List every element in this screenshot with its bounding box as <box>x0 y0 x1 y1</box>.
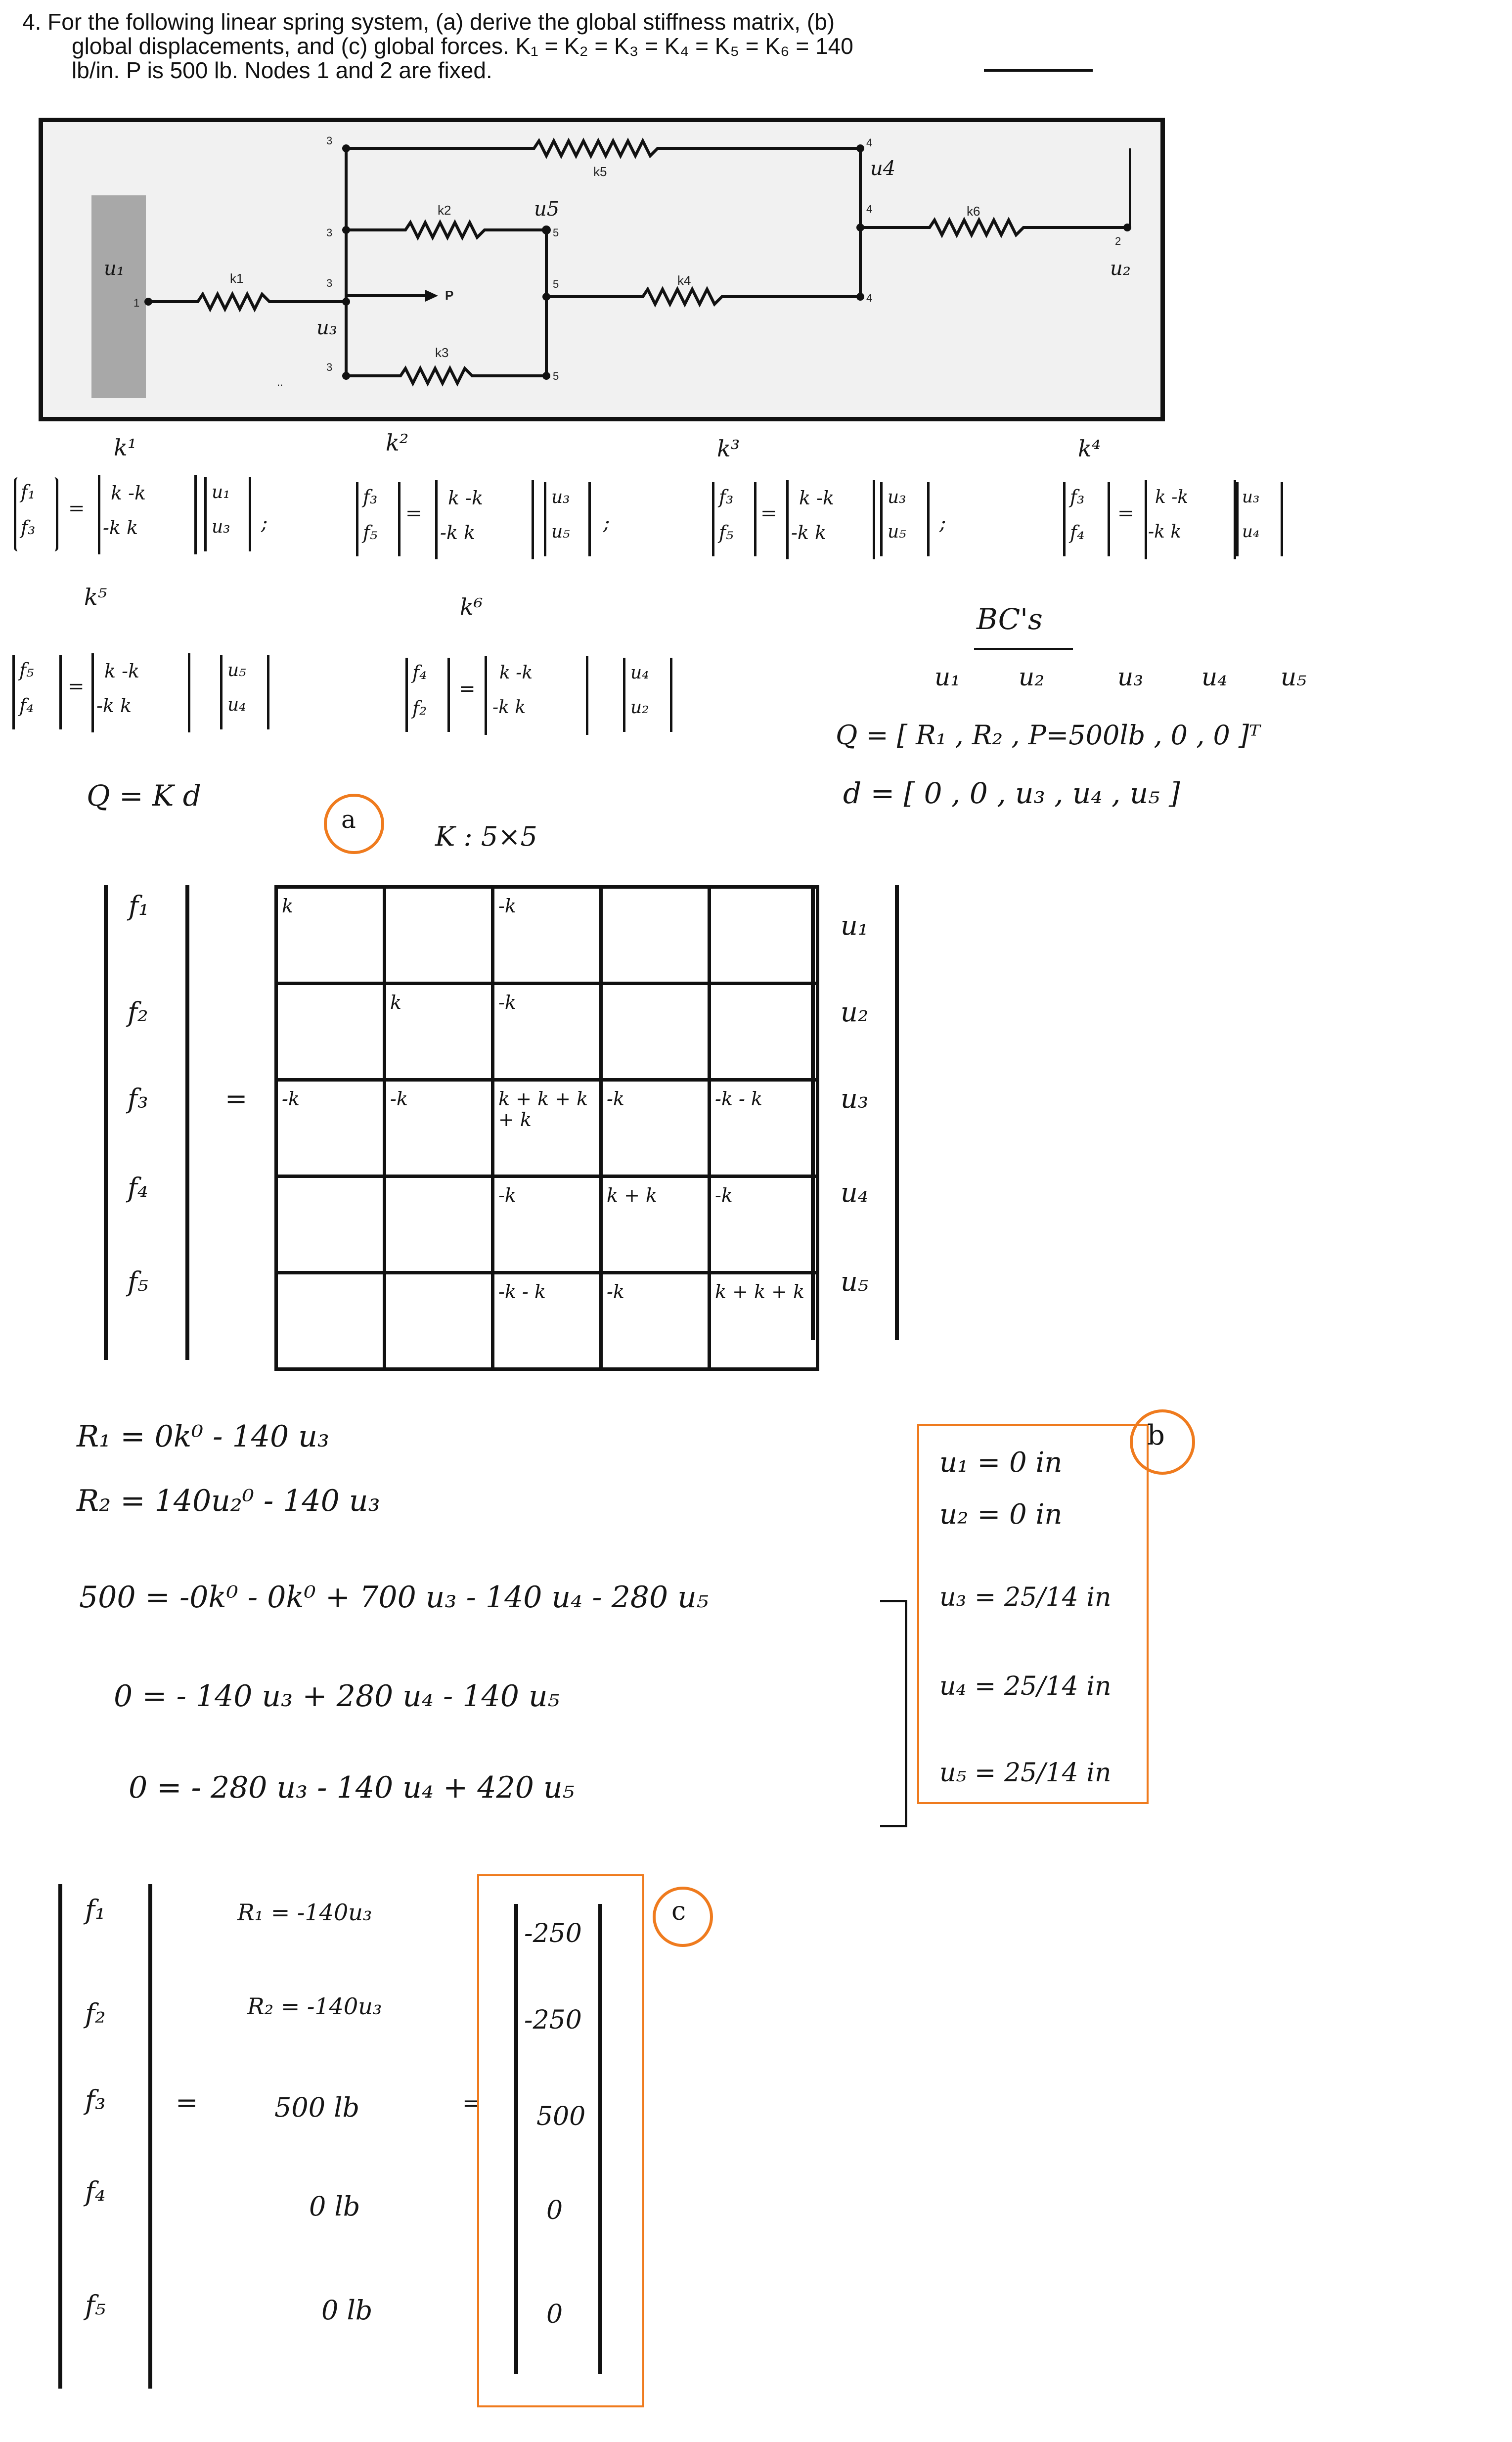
forces-expr-f3: 500 lb <box>274 2092 360 2123</box>
grid-cell: -k - k <box>710 1080 818 1176</box>
svg-text:3: 3 <box>326 277 333 289</box>
spring-k1 <box>148 294 346 309</box>
forces-f5: f₅ <box>85 2290 106 2321</box>
bcs-d-vector: d = [ 0 , 0 , u₃ , u₄ , u₅ ] <box>843 776 1180 810</box>
grid-cell: k <box>276 887 385 984</box>
label-k6: k6 <box>967 204 980 219</box>
hw-u2-label: u₂ <box>1110 257 1131 280</box>
k6-u4: u₄ <box>630 663 649 683</box>
k6-k-row2: -k k <box>492 697 526 718</box>
spring-diagram <box>0 0 1512 445</box>
k1-equals: = <box>68 497 85 520</box>
label-b: b <box>1147 1419 1165 1451</box>
bcs-var-u5: u₅ <box>1281 663 1307 691</box>
k5-f4: f₄ <box>19 695 34 717</box>
grid-cell: -k <box>710 1176 818 1273</box>
disp-u3: u₃ = 25/14 in <box>939 1583 1112 1612</box>
forces-f-bar-left <box>58 1884 62 2389</box>
global-equation: Q = K d <box>87 779 201 813</box>
k4-u4: u₄ <box>1242 522 1260 542</box>
k3-f5: f₅ <box>719 522 734 543</box>
grid-cell <box>710 984 818 1080</box>
grid-cell: -k - k <box>493 1273 601 1369</box>
label-k5: k5 <box>593 164 607 179</box>
svg-text:5: 5 <box>553 226 559 239</box>
spring-k2 <box>346 223 546 237</box>
forces-v-bar-left <box>514 1904 518 2374</box>
label-load-p: P <box>445 288 454 303</box>
k3-title: k³ <box>717 435 740 462</box>
grid-cell: -k <box>493 1176 601 1273</box>
global-f-bar-left <box>104 885 108 1360</box>
hw-u5-label: u5 <box>534 198 560 221</box>
svg-text:4: 4 <box>866 292 873 304</box>
label-k4: k4 <box>677 273 691 288</box>
grid-cell: -k <box>385 1080 493 1176</box>
forces-expr-r2: R₂ = -140u₃ <box>247 1993 382 2020</box>
k2-title: k² <box>386 429 409 456</box>
label-k1: k1 <box>230 271 244 286</box>
k5-u5: u₅ <box>227 660 246 680</box>
k3-k-row1: k -k <box>799 487 834 509</box>
bcs-var-u1: u₁ <box>934 663 961 691</box>
k2-separator: ; <box>603 512 610 535</box>
forces-f2: f₂ <box>85 1998 106 2029</box>
grid-cell <box>601 984 710 1080</box>
forces-v-bar-right <box>598 1904 602 2374</box>
displacements-box <box>917 1424 1149 1804</box>
k5-u4: u₄ <box>227 695 246 715</box>
k2-u5: u₅ <box>551 522 570 542</box>
svg-text:3: 3 <box>326 135 333 147</box>
k1-u1: u₁ <box>212 482 230 502</box>
k1-title: k¹ <box>114 434 137 461</box>
global-f5: f₅ <box>128 1266 148 1297</box>
k2-u3: u₃ <box>551 487 570 507</box>
global-u-bar-right <box>895 885 899 1340</box>
k1-u3: u₃ <box>212 517 230 537</box>
k4-k-row1: k -k <box>1155 487 1189 507</box>
k2-f5: f₅ <box>363 522 378 543</box>
k5-k-row1: k -k <box>104 660 139 682</box>
forces-expr-f5: 0 lb <box>321 2295 373 2326</box>
bcs-var-u3: u₃ <box>1117 663 1144 691</box>
forces-value-5: 0 <box>546 2300 563 2329</box>
global-u5: u₅ <box>841 1266 869 1297</box>
eq-row-3: 500 = -0k⁰ - 0k⁰ + 700 u₃ - 140 u₄ - 280 u₅ <box>79 1580 709 1615</box>
k6-k-row1: k -k <box>499 663 533 683</box>
spring-k3 <box>346 368 549 383</box>
svg-text:3: 3 <box>326 361 333 373</box>
global-f-bar-right <box>185 885 189 1360</box>
grid-cell: -k <box>601 1273 710 1369</box>
grid-cell: k + k + k <box>710 1273 818 1369</box>
grid-row-5 <box>276 1273 818 1369</box>
global-size: K : 5×5 <box>435 821 537 852</box>
label-k3: k3 <box>435 345 449 360</box>
k4-equals: = <box>1117 502 1134 525</box>
hw-u3-label: u₃ <box>316 317 337 339</box>
grid-cell: k + k + k + k <box>493 1080 601 1176</box>
system-bracket <box>880 1600 907 1827</box>
global-u3: u₃ <box>841 1083 869 1114</box>
k2-k-row1: k -k <box>448 487 483 509</box>
k4-f3: f₃ <box>1070 486 1085 508</box>
grid-cell <box>385 1176 493 1273</box>
spring-k4 <box>546 289 860 304</box>
forces-f3: f₃ <box>85 2084 106 2116</box>
forces-expr-r1: R₁ = -140u₃ <box>237 1899 372 1926</box>
grid-cell <box>601 887 710 984</box>
k3-f3: f₃ <box>719 486 734 508</box>
forces-f-bar-right <box>148 1884 152 2389</box>
k2-k-row2: -k k <box>440 522 475 543</box>
disp-u1: u₁ = 0 in <box>939 1447 1063 1479</box>
problem-line-2: global displacements, and (c) global forces. K₁ = K₂ = K₃ = K₄ = K₅ = K₆ = 140 <box>72 33 853 59</box>
forces-f4: f₄ <box>85 2176 106 2207</box>
k1-f3: f₃ <box>21 517 36 539</box>
k3-separator: ; <box>939 512 946 535</box>
grid-cell: -k <box>276 1080 385 1176</box>
svg-text:..: .. <box>277 376 283 388</box>
k3-equals: = <box>760 502 777 525</box>
grid-cell: k + k <box>601 1176 710 1273</box>
disp-u5: u₅ = 25/14 in <box>939 1758 1112 1788</box>
bcs-title: BC's <box>977 602 1043 636</box>
grid-cell <box>385 1273 493 1369</box>
svg-text:5: 5 <box>553 370 559 382</box>
forces-value-1: -250 <box>524 1919 582 1948</box>
svg-text:4: 4 <box>866 203 873 215</box>
grid-cell: -k <box>493 887 601 984</box>
grid-row-1 <box>276 887 818 984</box>
k6-f4: f₄ <box>412 662 427 683</box>
grid-cell <box>276 984 385 1080</box>
k5-k-row2: -k k <box>96 695 132 717</box>
svg-text:5: 5 <box>553 278 559 290</box>
label-c: c <box>671 1897 686 1926</box>
forces-f1: f₁ <box>85 1894 106 1925</box>
global-f1: f₁ <box>129 890 149 921</box>
k3-u5: u₅ <box>888 522 906 542</box>
k4-f4: f₄ <box>1070 522 1085 543</box>
k4-k-row2: -k k <box>1148 522 1182 542</box>
problem-line-3: lb/in. P is 500 lb. Nodes 1 and 2 are fixed. <box>72 57 492 83</box>
k2-equals: = <box>405 502 422 525</box>
grid-cell: -k <box>601 1080 710 1176</box>
forces-equals-2: = <box>462 2089 482 2116</box>
eq-row-5: 0 = - 280 u₃ - 140 u₄ + 420 u₅ <box>129 1770 575 1805</box>
grid-cell <box>385 887 493 984</box>
k6-title: k⁶ <box>460 593 483 620</box>
k4-title: k⁴ <box>1078 435 1101 462</box>
spring-k6 <box>860 220 1127 235</box>
k1-separator: ; <box>261 512 268 535</box>
bcs-var-u2: u₂ <box>1019 663 1045 691</box>
grid-cell <box>276 1273 385 1369</box>
global-f3: f₃ <box>128 1083 148 1114</box>
hw-u4-label: u4 <box>870 157 896 180</box>
grid-cell <box>710 887 818 984</box>
disp-u4: u₄ = 25/14 in <box>939 1672 1112 1701</box>
hw-u1-label: u₁ <box>104 257 125 280</box>
bcs-q-vector: Q = [ R₁ , R₂ , P=500lb , 0 , 0 ]ᵀ <box>836 720 1260 751</box>
eq-r1: R₁ = 0k⁰ - 140 u₃ <box>77 1419 329 1454</box>
k3-u3: u₃ <box>888 487 906 507</box>
grid-row-2 <box>276 984 818 1080</box>
svg-text:2: 2 <box>1115 235 1121 247</box>
grid-row-4 <box>276 1176 818 1273</box>
forces-equals: = <box>176 2087 198 2118</box>
k4-u3: u₃ <box>1242 487 1260 507</box>
svg-text:1: 1 <box>133 297 140 309</box>
forces-expr-f4: 0 lb <box>309 2191 360 2222</box>
forces-value-4: 0 <box>546 2196 563 2225</box>
label-a: a <box>341 805 356 834</box>
k5-equals: = <box>68 675 85 698</box>
global-u2: u₂ <box>841 996 869 1028</box>
global-u-bar-left <box>811 885 815 1340</box>
grid-cell: -k <box>493 984 601 1080</box>
problem-line-1: 4. For the following linear spring system, (a) derive the global stiffness matrix, (b) <box>22 9 835 35</box>
spring-k5 <box>346 141 860 156</box>
k2-f3: f₃ <box>363 486 378 508</box>
svg-text:3: 3 <box>326 226 333 239</box>
k6-u2: u₂ <box>630 697 649 718</box>
bcs-underline <box>974 648 1073 650</box>
k1-k-row1: k -k <box>111 482 146 504</box>
grid-cell <box>276 1176 385 1273</box>
svg-text:4: 4 <box>866 136 873 149</box>
k1-k-row2: -k k <box>103 517 138 539</box>
eq-r2: R₂ = 140u₂⁰ - 140 u₃ <box>77 1484 380 1518</box>
eq-row-4: 0 = - 140 u₃ + 280 u₄ - 140 u₅ <box>114 1679 560 1714</box>
disp-u2: u₂ = 0 in <box>939 1498 1063 1531</box>
forces-value-3: 500 <box>536 2102 586 2131</box>
global-equals: = <box>225 1083 248 1114</box>
global-f4: f₄ <box>128 1172 148 1203</box>
global-stiffness-grid <box>274 885 819 1371</box>
label-k2: k2 <box>438 203 451 218</box>
k5-f5: f₅ <box>19 659 34 681</box>
global-u4: u₄ <box>841 1177 869 1208</box>
k6-f2: f₂ <box>412 697 427 719</box>
k5-title: k⁵ <box>84 584 107 610</box>
forces-value-2: -250 <box>524 2005 582 2035</box>
k1-f1: f₁ <box>21 481 36 503</box>
global-u1: u₁ <box>841 910 869 941</box>
k6-equals: = <box>459 678 476 700</box>
bcs-var-u4: u₄ <box>1201 663 1228 691</box>
grid-row-3 <box>276 1080 818 1176</box>
global-f2: f₂ <box>128 996 148 1028</box>
k3-k-row2: -k k <box>791 522 826 543</box>
grid-cell: k <box>385 984 493 1080</box>
load-arrow-head <box>425 290 438 302</box>
